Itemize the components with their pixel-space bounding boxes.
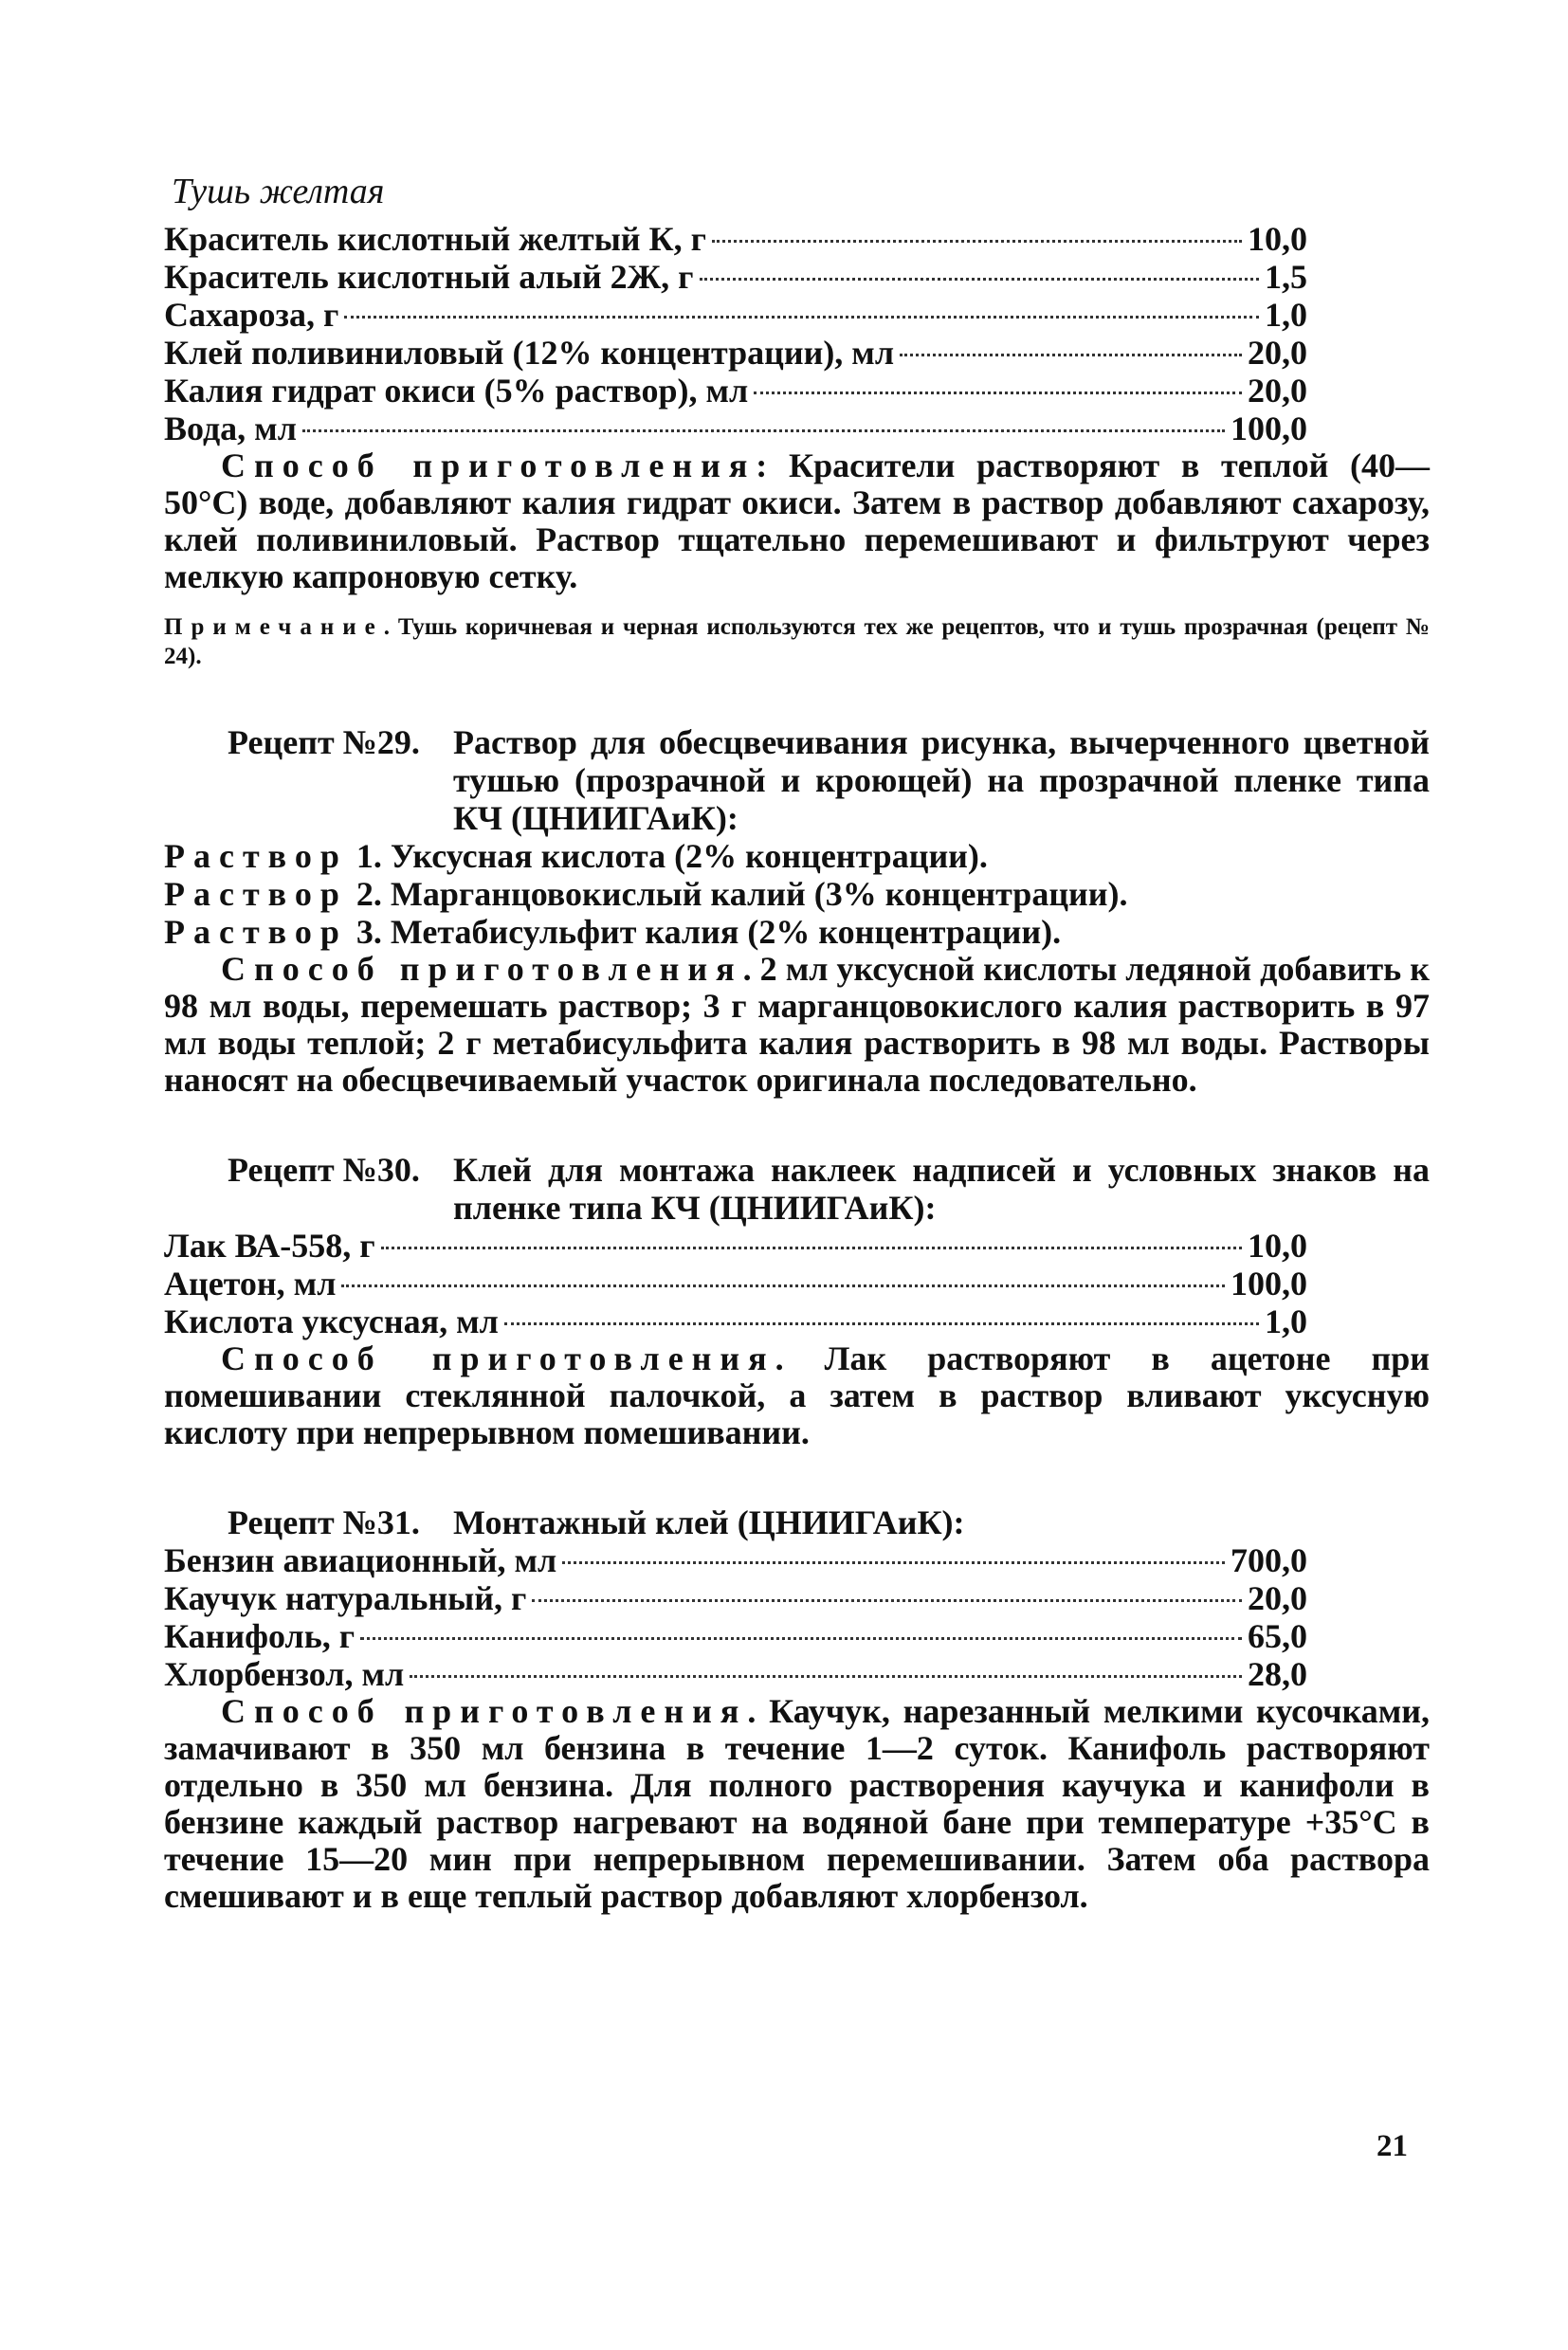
dot-leader [410,1675,1242,1678]
ingredient-row [164,1617,1307,1655]
ingredient-value: 10,0 [1248,220,1307,258]
dot-leader [712,240,1242,243]
method-paragraph [164,1340,1430,1451]
ingredient-row [164,1265,1307,1303]
ingredient-value: 1,0 [1265,1303,1307,1340]
dot-leader [532,1599,1242,1602]
note-paragraph [164,612,1430,671]
solution-line [164,837,1430,875]
ingredient-row [164,372,1307,410]
ingredient-row [164,220,1307,258]
recipe-header [164,1151,1430,1227]
recipe-number: Рецепт №31. [228,1503,420,1541]
solution-text: 2. Марганцовокислый калий (3% концентрации). [347,875,1128,913]
recipe-header [164,723,1430,837]
ingredient-name: Бензин авиационный, мл [164,1541,557,1579]
page-number: 21 [1377,2129,1408,2163]
method-text: : Красители растворяют в теплой (40—50°С) воде, добавляют калия гидрат окиси. Затем в раствор добавляют сахарозу, клей поливиниловый. Раствор тщательно перемешивают и фильтруют через мелкую капроновую сетку. [164,446,1430,595]
ingredient-name: Сахароза, г [164,296,339,334]
method-label: Способ приготовления [221,1692,748,1730]
ingredient-value: 1,5 [1265,258,1307,296]
ingredient-name: Канифоль, г [164,1617,356,1655]
section-heading: Тушь желтая [172,172,385,211]
solution-label: Раствор [164,837,348,875]
ingredient-row [164,1303,1307,1340]
ingredient-name: Кислота уксусная, мл [164,1303,499,1340]
dot-leader [900,354,1242,356]
ingredient-value: 700,0 [1231,1541,1307,1579]
ingredient-row [164,1227,1307,1265]
ingredient-name: Краситель кислотный алый 2Ж, г [164,258,694,296]
ingredient-name: Каучук натуральный, г [164,1579,527,1617]
recipe-title: Клей для монтажа наклеек надписей и условных знаков на пленке типа КЧ (ЦНИИГАиК): [453,1151,1430,1227]
ingredient-row [164,296,1307,334]
recipe-number: Рецепт №29. [228,723,420,761]
ingredient-value: 10,0 [1248,1227,1307,1265]
ingredient-value: 20,0 [1248,334,1307,372]
ingredient-value: 100,0 [1231,1265,1307,1303]
ingredient-row [164,258,1307,296]
ingredient-value: 20,0 [1248,1579,1307,1617]
recipe-title: Монтажный клей (ЦНИИГАиК): [453,1503,965,1541]
dot-leader [341,1284,1225,1287]
ingredient-value: 100,0 [1231,410,1307,447]
recipe-title: Раствор для обесцвечивания рисунка, вычерченного цветной тушью (прозрачной и кроющей) на прозрачной пленке типа КЧ (ЦНИИГАиК): [453,723,1430,837]
method-text: . Каучук, нарезанный мелкими кусочками, замачивают в 350 мл бензина в течение 1—2 суток. Канифоль растворяют отдельно в 350 мл бензина. Для полного растворения каучука и канифоли в бензине каждый раствор нагревают на водяной бане при температуре +35°С в течение 15—20 мин при непрерывном перемешивании. Затем оба раствора смешивают и в еще теплый раствор добавляют хлорбензол. [164,1692,1430,1915]
ingredient-name: Калия гидрат окиси (5% раствор), мл [164,372,749,410]
ingredient-row [164,1541,1307,1579]
dot-leader [381,1247,1242,1249]
dot-leader [700,278,1259,281]
ingredient-row [164,410,1307,447]
ingredient-value: 1,0 [1265,296,1307,334]
ingredient-value: 20,0 [1248,372,1307,410]
dot-leader [754,392,1242,394]
ingredient-name: Лак ВА-558, г [164,1227,375,1265]
note-label: Примечание [164,614,384,640]
solution-text: 1. Уксусная кислота (2% концентрации). [347,837,988,875]
method-text: . Лак растворяют в ацетоне при помешивании стеклянной палочкой, а затем в раствор вливают уксусную кислоту при непрерывном помешивании. [164,1339,1430,1451]
dot-leader [504,1322,1259,1325]
method-text: . 2 мл уксусной кислоты ледяной добавить к 98 мл воды, перемешать раствор; 3 г марганцовокислого калия растворить в 97 мл воды теплой; 2 г метабисульфита калия растворить в 98 мл воды. Растворы наносят на обесцвечиваемый участок оригинала последовательно. [164,950,1430,1099]
dot-leader [302,429,1225,432]
dot-leader [360,1637,1242,1640]
ingredient-value: 65,0 [1248,1617,1307,1655]
ingredient-row [164,1655,1307,1693]
method-label: Способ приготовления [221,950,743,988]
method-label: Способ приготовления [221,1339,775,1377]
ingredient-name: Клей поливиниловый (12% концентрации), мл [164,334,895,372]
dot-leader [562,1561,1225,1564]
solution-line [164,913,1430,951]
method-paragraph [164,447,1430,595]
ingredient-name: Хлорбензол, мл [164,1655,405,1693]
ingredient-value: 28,0 [1248,1655,1307,1693]
solution-label: Раствор [164,875,348,913]
solution-line [164,875,1430,913]
solution-label: Раствор [164,913,348,951]
ingredient-name: Ацетон, мл [164,1265,337,1303]
ingredient-name: Краситель кислотный желтый К, г [164,220,706,258]
recipe-header [164,1503,1430,1541]
page-content [164,171,1430,1915]
method-label: Способ приготовления [221,446,757,484]
ingredient-row [164,334,1307,372]
ingredient-row [164,1579,1307,1617]
method-paragraph [164,1693,1430,1915]
ingredient-name: Вода, мл [164,410,297,447]
recipe-number: Рецепт №30. [228,1151,420,1189]
method-paragraph [164,951,1430,1099]
solution-text: 3. Метабисульфит калия (2% концентрации). [347,913,1062,951]
note-text: . Тушь коричневая и черная используются тех же рецептов, что и тушь прозрачная (рецепт № 24). [164,614,1430,669]
dot-leader [344,316,1259,319]
